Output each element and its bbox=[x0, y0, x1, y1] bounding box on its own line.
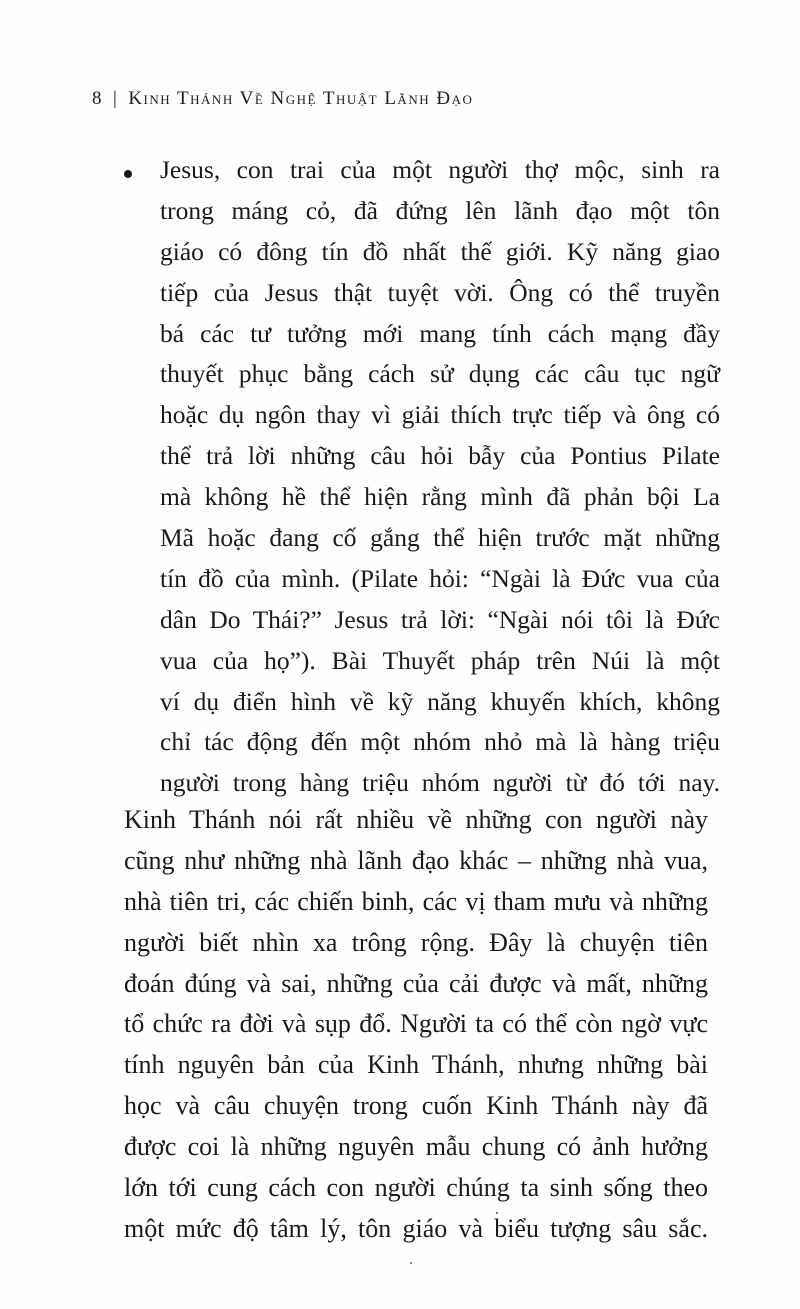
text-line: lớn tới cung cách con người chúng ta sinh sống theo bbox=[124, 1173, 708, 1203]
print-speck bbox=[410, 1262, 412, 1264]
text-line: nhà tiên tri, các chiến binh, các vị tham mưu và những bbox=[124, 886, 708, 916]
book-title: Kinh Thánh Về Nghệ Thuật Lãnh Đạo bbox=[128, 88, 474, 109]
print-speck bbox=[496, 1212, 498, 1214]
text-line: ví dụ điển hình về kỹ năng khuyến khích, không bbox=[160, 686, 720, 716]
text-line: trong máng cỏ, đã đứng lên lãnh đạo một tôn bbox=[160, 195, 720, 225]
running-header bbox=[92, 88, 473, 110]
text-line: Kinh Thánh nói rất nhiều về những con người này bbox=[124, 805, 708, 834]
text-line: vua của họ”). Bài Thuyết pháp trên Núi là một bbox=[160, 645, 720, 675]
text-line: Mã hoặc đang cố gắng thể hiện trước mặt những bbox=[160, 523, 720, 553]
text-line: tín đồ của mình. (Pilate hỏi: “Ngài là Đức vua của bbox=[160, 563, 720, 593]
text-line: bá các tư tưởng mới mang tính cách mạng đầy bbox=[160, 318, 720, 348]
text-line: Jesus, con trai của một người thợ mộc, sinh ra bbox=[160, 155, 720, 184]
text-line: tiếp của Jesus thật tuyệt vời. Ông có thể truyền bbox=[160, 277, 720, 307]
text-line: người biết nhìn xa trông rộng. Đây là chuyện tiên bbox=[124, 927, 708, 957]
text-line: người trong hàng triệu nhóm người từ đó tới nay. bbox=[160, 768, 720, 798]
paragraph-text bbox=[124, 800, 708, 1250]
text-line: tính nguyên bản của Kinh Thánh, nhưng những bài bbox=[124, 1050, 708, 1080]
text-line: dân Do Thái?” Jesus trả lời: “Ngài nói tôi là Đức bbox=[160, 604, 720, 634]
bullet-marker bbox=[124, 170, 132, 178]
text-line: tổ chức ra đời và sụp đổ. Người ta có thể còn ngờ vực bbox=[124, 1009, 708, 1039]
text-line: thể trả lời những câu hỏi bẫy của Pontius Pilate bbox=[160, 441, 720, 471]
bullet-text bbox=[160, 150, 720, 804]
text-line: đoán đúng và sai, những của cải được và mất, những bbox=[124, 968, 708, 998]
header-separator: | bbox=[113, 88, 119, 109]
text-line: thuyết phục bằng cách sử dụng các câu tục ngữ bbox=[160, 359, 720, 389]
text-line: cũng như những nhà lãnh đạo khác – những nhà vua, bbox=[124, 845, 708, 875]
text-line: hoặc dụ ngôn thay vì giải thích trực tiếp và ông có bbox=[160, 400, 720, 430]
body-paragraph bbox=[124, 800, 708, 1250]
text-line: được coi là những nguyên mẫu chung có ảnh hưởng bbox=[124, 1132, 708, 1162]
page-number: 8 bbox=[92, 88, 103, 109]
text-line: chỉ tác động đến một nhóm nhỏ mà là hàng triệu bbox=[160, 727, 720, 757]
text-line: giáo có đông tín đồ nhất thế giới. Kỹ năng giao bbox=[160, 236, 720, 266]
text-line: mà không hề thể hiện rằng mình đã phản bội La bbox=[160, 482, 720, 512]
text-line: một mức độ tâm lý, tôn giáo và biểu tượng sâu sắc. bbox=[124, 1213, 708, 1243]
text-line: học và câu chuyện trong cuốn Kinh Thánh này đã bbox=[124, 1091, 708, 1121]
